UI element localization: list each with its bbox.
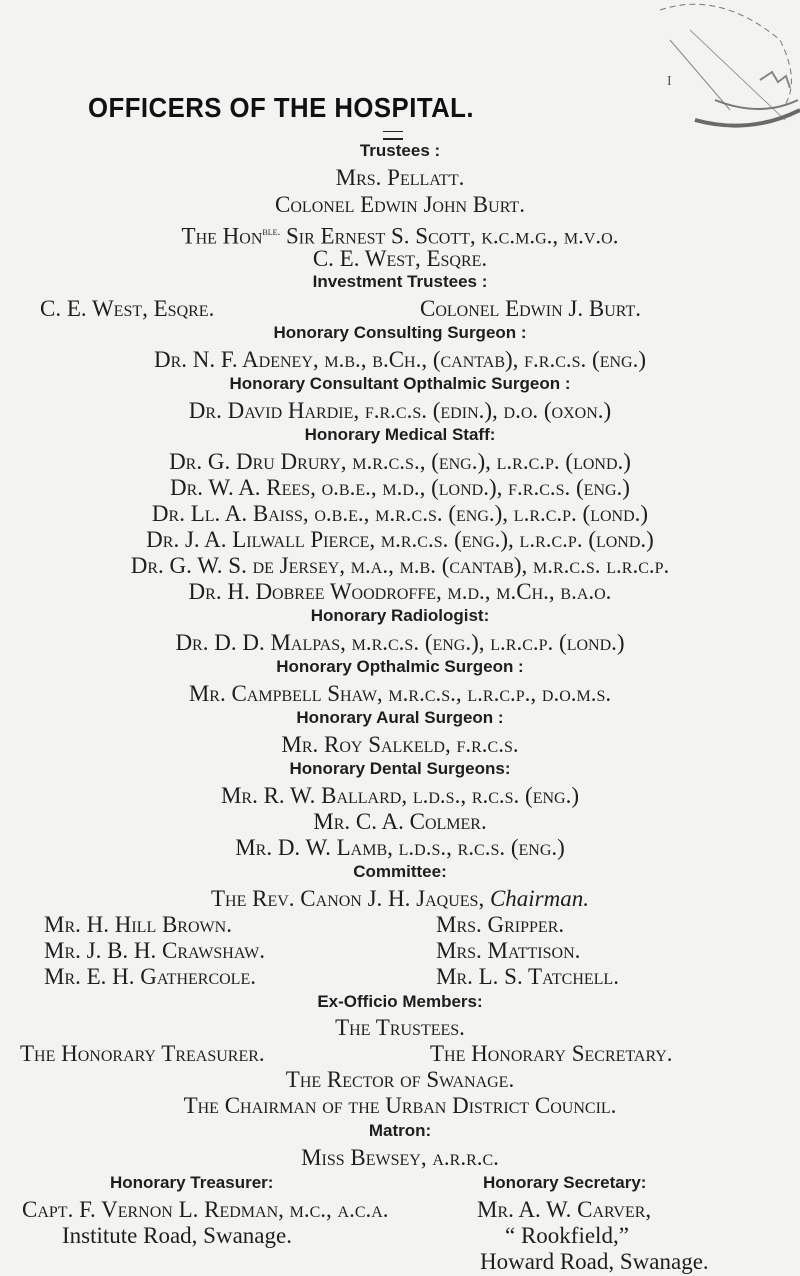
aural-surgeon-heading: Honorary Aural Surgeon : [296, 708, 504, 727]
medical-staff-4: Dr. J. A. Lilwall Pierce, m.r.c.s. (eng.), l.r.c.p. (lond.) [146, 527, 654, 552]
investment-left: C. E. West, Esqre. [40, 296, 215, 321]
treasurer-address: Institute Road, Swanage. [62, 1223, 292, 1248]
committee-left-1: Mr. H. Hill Brown. [44, 912, 232, 937]
radiologist-name: Dr. D. D. Malpas, m.r.c.s. (eng.), l.r.c.p. (lond.) [175, 630, 625, 655]
committee-right-3: Mr. L. S. Tatchell. [436, 964, 619, 989]
secretary-address: Howard Road, Swanage. [480, 1249, 709, 1274]
ex-officio-heading: Ex-Officio Members: [317, 992, 483, 1011]
consulting-name: Dr. N. F. Adeney, m.b., b.Ch., (cantab), f.r.c.s. (eng.) [153, 347, 647, 372]
treasurer-name: Capt. F. Vernon L. Redman, m.c., a.c.a. [22, 1197, 389, 1222]
trustee-2: Colonel Edwin John Burt. [275, 192, 525, 217]
investment-right: Colonel Edwin J. Burt. [420, 296, 641, 321]
dental-2: Mr. C. A. Colmer. [313, 809, 487, 834]
committee-chair: The Rev. Canon J. H. Jaques, Chairman. [211, 886, 589, 911]
aural-surgeon-name: Mr. Roy Salkeld, f.r.c.s. [281, 732, 519, 757]
ex-officio-secretary: The Honorary Secretary. [430, 1041, 673, 1066]
trustee-4: C. E. West, Esqre. [312, 246, 488, 271]
treasurer-heading: Honorary Treasurer: [110, 1173, 274, 1192]
ex-officio-treasurer: The Honorary Treasurer. [20, 1041, 265, 1066]
secretary-name: Mr. A. W. Carver, [477, 1197, 652, 1222]
committee-right-2: Mrs. Mattison. [436, 938, 581, 963]
medical-staff-5: Dr. G. W. S. de Jersey, m.a., m.b. (cantab), m.r.c.s. l.r.c.p. [130, 553, 670, 578]
title-rule [383, 131, 403, 140]
trustee-1: Mrs. Pellatt. [335, 165, 465, 190]
ophthalmic-surgeon-name: Mr. Campbell Shaw, m.r.c.s., l.r.c.p., d.o.m.s. [188, 681, 612, 706]
committee-heading: Committee: [353, 862, 447, 881]
secretary-house: “ Rookfield,” [505, 1223, 629, 1248]
ex-officio-rector: The Rector of Swanage. [285, 1067, 515, 1092]
matron-name: Miss Bewsey, a.r.r.c. [301, 1145, 499, 1170]
stamp-mark: I [667, 74, 672, 89]
dental-heading: Honorary Dental Surgeons: [289, 759, 511, 778]
dental-1: Mr. R. W. Ballard, l.d.s., r.c.s. (eng.) [220, 783, 580, 808]
ophthalmic-surgeon-heading: Honorary Opthalmic Surgeon : [276, 657, 524, 676]
ex-officio-trustees: The Trustees. [335, 1015, 465, 1040]
medical-staff-1: Dr. G. Dru Drury, m.r.c.s., (eng.), l.r.c.p. (lond.) [169, 449, 631, 474]
ophthalmic-consultant-heading: Honorary Consultant Opthalmic Surgeon : [229, 374, 571, 393]
matron-heading: Matron: [368, 1121, 432, 1140]
trustee-3: The Hon$^{ble.}$ Sir Ernest S. Scott, k.c.m.g., m.v.o. [181, 223, 619, 249]
medical-staff-2: Dr. W. A. Rees, o.b.e., m.d., (lond.), f.r.c.s. (eng.) [170, 475, 630, 500]
page-title: OFFICERS OF THE HOSPITAL. [88, 92, 474, 123]
dental-3: Mr. D. W. Lamb, l.d.s., r.c.s. (eng.) [235, 835, 565, 860]
medical-staff-heading: Honorary Medical Staff: [304, 425, 496, 444]
ophthalmic-consultant-name: Dr. David Hardie, f.r.c.s. (edin.), d.o. (oxon.) [188, 398, 612, 423]
committee-left-3: Mr. E. H. Gathercole. [44, 964, 256, 989]
committee-left-2: Mr. J. B. H. Crawshaw. [44, 938, 265, 963]
investment-heading: Investment Trustees : [312, 272, 488, 291]
chair-role: Chairman. [489, 886, 589, 911]
secretary-heading: Honorary Secretary: [483, 1173, 647, 1192]
committee-right-1: Mrs. Gripper. [436, 912, 565, 937]
consulting-heading: Honorary Consulting Surgeon : [273, 323, 527, 342]
medical-staff-3: Dr. Ll. A. Baiss, o.b.e., m.r.c.s. (eng.), l.r.c.p. (lond.) [151, 501, 649, 526]
trustees-heading: Trustees : [359, 141, 441, 160]
medical-staff-6: Dr. H. Dobree Woodroffe, m.d., m.Ch., b.a.o. [188, 579, 612, 604]
radiologist-heading: Honorary Radiologist: [310, 606, 490, 625]
ex-officio-chairman: The Chairman of the Urban District Council. [183, 1093, 617, 1118]
